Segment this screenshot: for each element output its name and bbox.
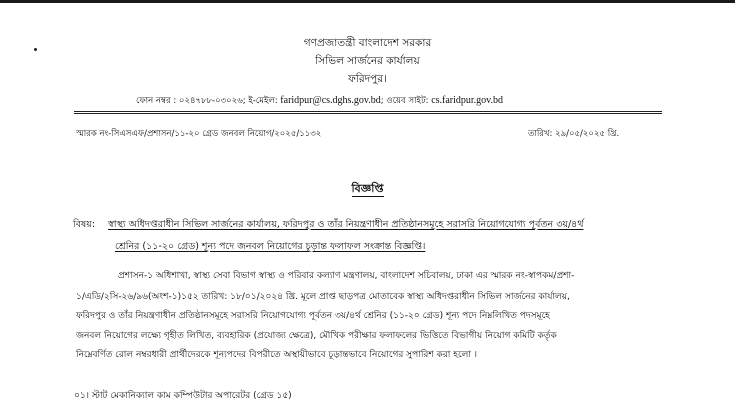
contact-line: [136, 94, 503, 108]
government-title: গণপ্রজাতন্ত্রী বাংলাদেশ সরকার: [303, 37, 432, 49]
post-item-1: ০১। স্টাট মেকানিক্যাল কাম কম্পিউটার অপারেটর (গ্রেড ১৫): [74, 391, 292, 401]
memo-number: স্মারক নং-সিএসএফ/প্রশাসন/১১-২০ গ্রেড জনবল নিয়োগ/২০২৫/১১৩২: [76, 129, 322, 139]
body-line-5: নিম্নেবর্ণিত রোল নম্বরধারী প্রার্থীদেরকে শূন্যপদের বিপরীতে অস্থায়ীভাবে চূড়ান্তভাবে নিয়োগের সুপারিশ করা হলো ।: [76, 350, 478, 360]
body-line-1: প্রশাসন-১ অধিশাখা, স্বাস্থ্য সেবা বিভাগ স্বাস্থ্য ও পরিবার কল্যাণ মন্ত্রণালয়, বাংলাদেশ সচিবালয়, ঢাকা এর স্মারক নং-স্বাপকম/প্রশা-: [118, 271, 575, 281]
phone-label: ফোন নম্বর : ০২৪৭৮৮-০৩০২৬; ই-মেইল:: [136, 96, 281, 106]
email-link[interactable]: faridpur@cs.dghs.gov.bd: [280, 95, 381, 106]
body-line-3: ফরিদপুর ও তাঁর নিয়ন্ত্রণাধীন প্রতিষ্ঠানসমূহে সরাসরি নিয়োগযোগ্য পূর্বতন ৩য়/৪র্থ শ্রেনির (১১-২০ গ্রেড) শূন্য পদে নিম্নলিখিত পদসমূহে: [76, 311, 550, 321]
body-line-2: ১/এডি/২সি-২৬/৯৬(অংশ-১)১৫২ তারিখ: ১৮/০১/২০২৪ খ্রি. মূলে প্রাপ্ত ছাড়পত্র মোতাবেক স্বাস্থ্য অধিদপ্তরাধীন সিভিল সার্জনের কার্যালয়,: [76, 292, 570, 302]
memo-date: তারিখ: ২৯/০৫/২০২৫ খ্রি.: [528, 129, 620, 139]
subject-label: বিষয়:: [73, 219, 96, 230]
office-name: সিভিল সার্জনের কার্যালয়: [315, 55, 420, 67]
notice-title: [0, 180, 735, 199]
header-divider-bottom: [74, 113, 662, 114]
notice-title-text: বিজ্ঞপ্তি: [351, 182, 384, 195]
website-label: ; ওয়েব সাইট:: [380, 96, 432, 106]
office-location: ফরিদপুর।: [348, 73, 387, 85]
website-link[interactable]: cs.faridpur.gov.bd: [431, 95, 504, 106]
header-divider-top: [74, 111, 662, 112]
top-border-line: [0, 0, 735, 3]
subject-line-1: স্বাস্থ্য অধিদপ্তরাধীন সিভিল সার্জনের কার্যালয়, ফরিদপুর ও তাঁর নিয়ন্ত্রণাধীন প্রতিষ্ঠানসমূহে সরাসরি নিয়োগযোগ্য পূর্বতন ৩য়/৪র্থ: [108, 219, 584, 230]
body-line-4: জনবল নিয়োগের লক্ষ্যে গৃহীত লিখিত, ব্যবহারিক (প্রযোজ্য ক্ষেত্রে), মৌখিক পরীক্ষার ফলাফলের ভিত্তিতে বিভাগীয় নিয়োগ কমিটি কর্তৃক: [76, 331, 557, 341]
subject-line-2: শ্রেনির (১১-২০ গ্রেড) শূন্য পদে জনবল নিয়োগের চূড়ান্ত ফলাফল সংক্রান্ত বিজ্ঞপ্তি।: [115, 241, 426, 252]
